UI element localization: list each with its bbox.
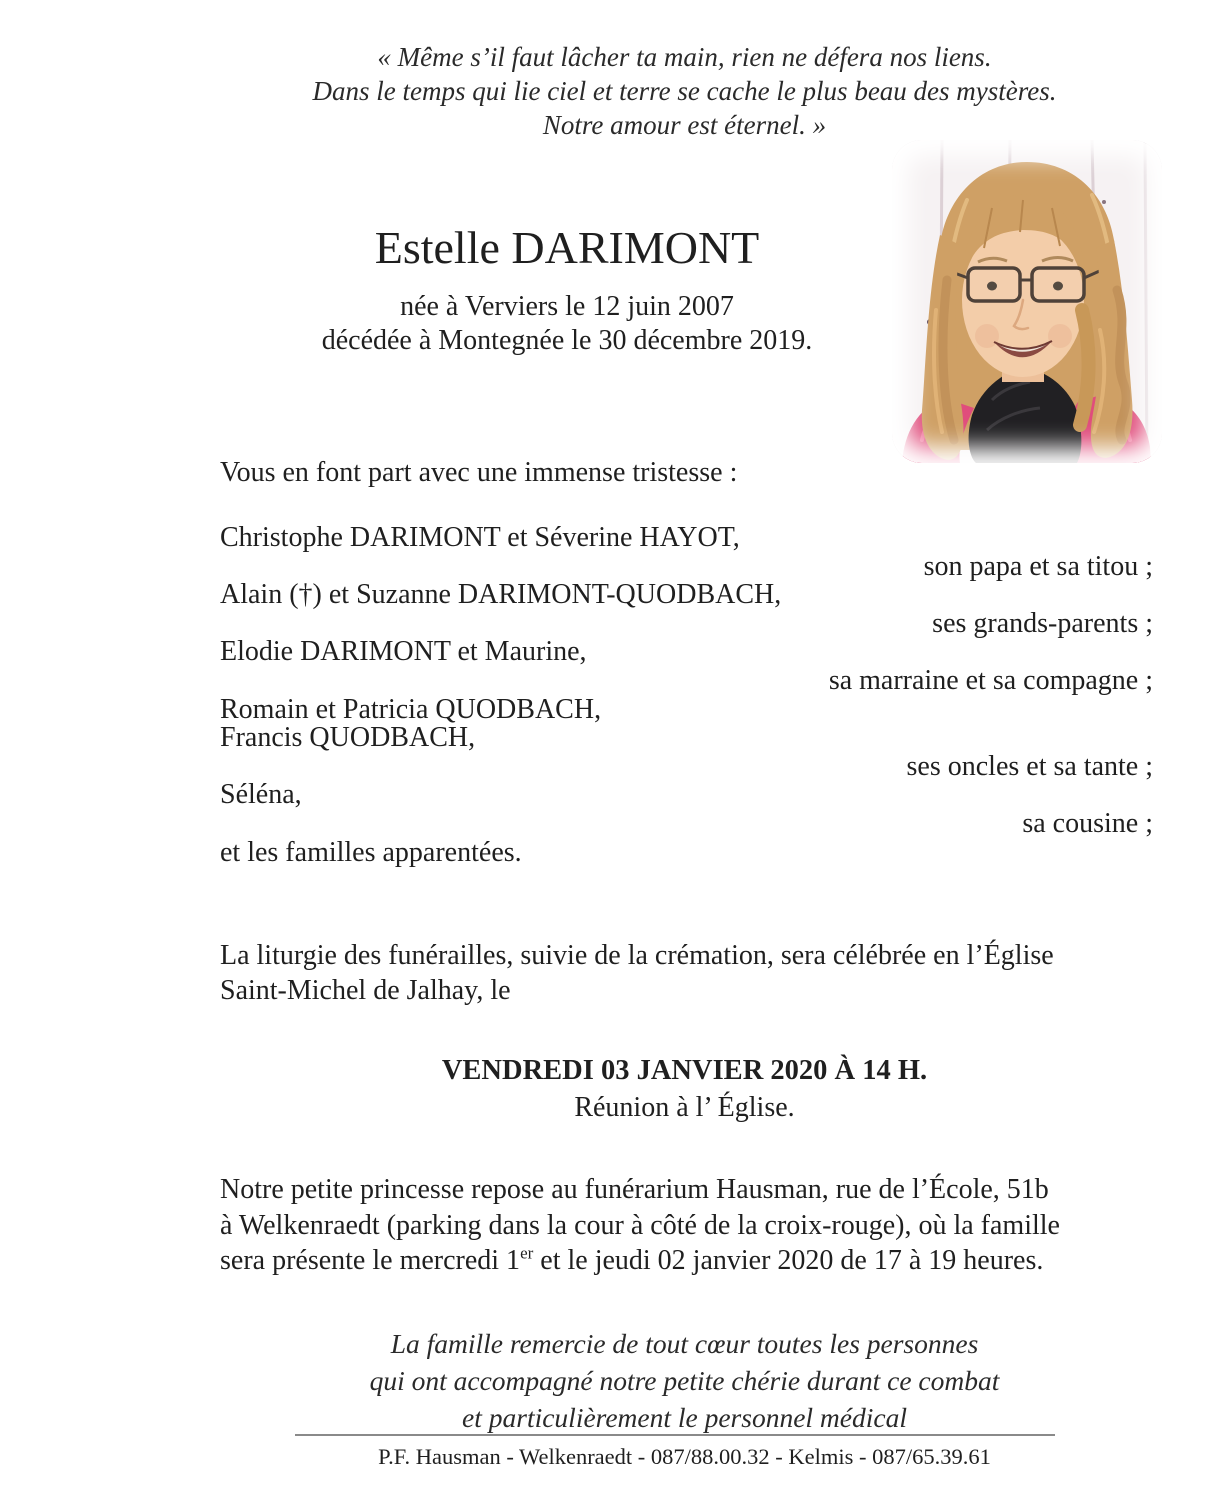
epigraph-line-3: Notre amour est éternel. » <box>542 110 827 140</box>
liturgy-line-2: Saint-Michel de Jalhay, le <box>220 975 511 1006</box>
liturgy-paragraph <box>220 938 1155 1008</box>
thanks-line-1: La famille remercie de tout cœur toutes les personnes <box>390 1328 979 1359</box>
family-relation: sa cousine ; <box>1022 807 1153 839</box>
liturgy-line-1: La liturgie des funérailles, suivie de la crémation, sera célébrée en l’Église <box>220 940 1054 971</box>
funeral-home-footer: P.F. Hausman - Welkenraedt - 087/88.00.32 - Kelmis - 087/65.39.61 <box>378 1444 991 1469</box>
family-names: et les familles apparentées. <box>220 836 522 868</box>
deceased-name: Estelle DARIMONT <box>374 222 760 273</box>
birth-line: née à Verviers le 12 juin 2007 <box>400 291 734 322</box>
family-relation: ses oncles et sa tante ; <box>906 750 1153 782</box>
death-line: décédée à Montegnée le 30 décembre 2019. <box>321 325 813 356</box>
visitation-paragraph <box>220 1172 1160 1279</box>
ceremony-block <box>155 1052 1214 1126</box>
family-names: Christophe DARIMONT et Séverine HAYOT, <box>220 522 740 553</box>
family-names: Séléna, <box>220 779 302 811</box>
family-relation: sa marraine et sa compagne ; <box>828 664 1153 696</box>
footer-divider <box>295 1434 1055 1436</box>
family-relation: ses grands-parents ; <box>932 607 1153 639</box>
family-relation: son papa et sa titou ; <box>923 550 1153 582</box>
ceremony-meeting: Réunion à l’ Église. <box>574 1092 795 1123</box>
epigraph-line-2: Dans le temps qui lie ciel et terre se cache le plus beau des mystères. <box>312 76 1057 106</box>
visitation-line-2: à Welkenraedt (parking dans la cour à côté de la croix-rouge), où la famille <box>220 1209 1060 1241</box>
announcement-intro: Vous en font part avec une immense tristesse : <box>220 457 738 488</box>
portrait-photo <box>892 140 1162 463</box>
epigraph-line-1: « Même s’il faut lâcher ta main, rien ne défera nos liens. <box>377 42 992 72</box>
thanks-paragraph <box>155 1325 1214 1436</box>
portrait-illustration <box>892 140 1162 463</box>
ordinal-superscript: er <box>520 1243 534 1263</box>
visitation-line-3: sera présente le mercredi 1er et le jeudi 02 janvier 2020 de 17 à 19 heures. <box>220 1243 1044 1276</box>
epigraph <box>155 40 1214 142</box>
thanks-line-3: et particulièrement le personnel médical <box>462 1402 907 1433</box>
family-names: Francis QUODBACH, <box>220 722 476 754</box>
family-names: Romain et Patricia QUODBACH, <box>220 693 602 725</box>
family-list <box>220 524 1153 867</box>
family-names: Alain (†) et Suzanne DARIMONT-QUODBACH, <box>220 579 782 611</box>
family-names: Elodie DARIMONT et Maurine, <box>220 636 587 668</box>
thanks-line-2: qui ont accompagné notre petite chérie durant ce combat <box>369 1365 1000 1396</box>
ceremony-datetime: VENDREDI 03 JANVIER 2020 À 14 H. <box>441 1055 928 1086</box>
visitation-line-1: Notre petite princesse repose au funérarium Hausman, rue de l’École, 51b <box>220 1174 1049 1205</box>
